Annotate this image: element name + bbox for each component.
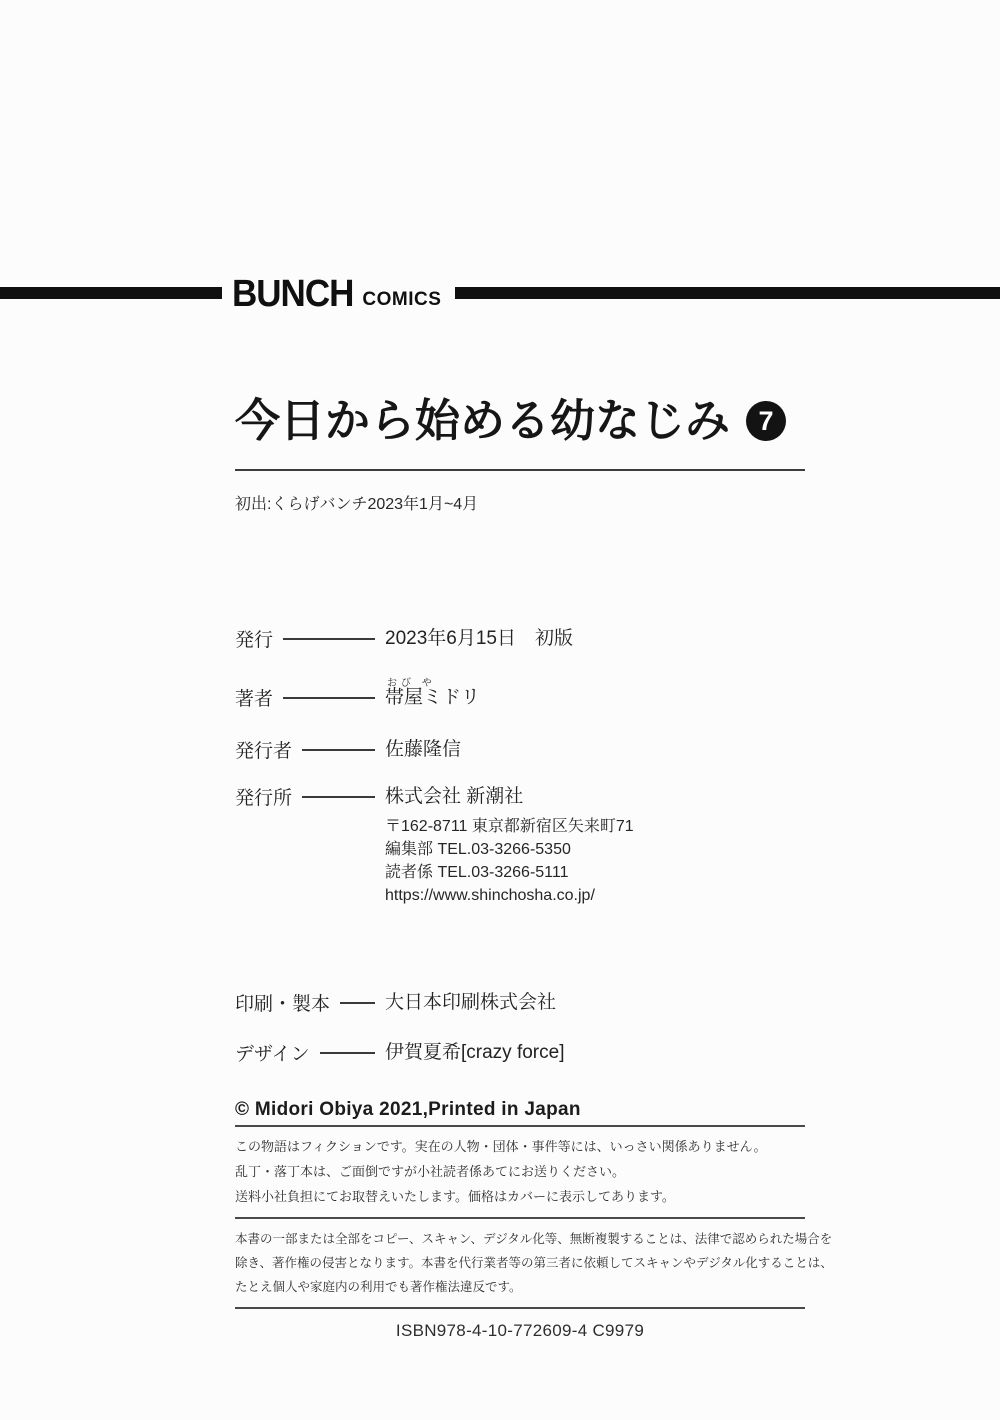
- author-surname: 帯屋: [385, 687, 424, 708]
- reproduction-notice-line-2: 除き、著作権の侵害となります。本書を代行業者等の第三者に依頼してスキャンやデジタル化することは、: [235, 1256, 833, 1270]
- header-band: [0, 272, 1000, 314]
- row-head: [235, 783, 385, 810]
- publisher-value: [385, 783, 634, 907]
- fiction-notice-line-1: この物語はフィクションです。実在の人物・団体・事件等には、いっさい関係ありません。: [235, 1139, 767, 1154]
- issue-date-value: 2023年6月15日 初版: [385, 628, 573, 649]
- author-surname-wrap: [385, 678, 436, 711]
- reproduction-notice-line-3: たとえ個人や家庭内の利用でも著作権法違反です。: [235, 1280, 522, 1294]
- colophon: [235, 625, 810, 1121]
- publisher-address: 〒162-8711 東京都新宿区矢来町71: [385, 818, 634, 835]
- leader-line: [340, 1002, 375, 1004]
- author-furigana: おび や: [387, 678, 436, 689]
- title-block: [235, 396, 805, 514]
- row-head: [235, 684, 385, 711]
- row-head: [235, 1039, 385, 1066]
- publisher-label: 発行所: [235, 788, 293, 809]
- isbn-line: ISBN978-4-10-772609-4 C9979: [395, 1321, 645, 1340]
- title-divider: [235, 469, 805, 471]
- header-bar-right: [455, 287, 1000, 299]
- publisher-details: [385, 815, 634, 907]
- author-name: [385, 678, 481, 711]
- fiction-notice-line-3: 送料小社負担にてお取替えいたします。価格はカバーに表示してあります。: [235, 1189, 675, 1204]
- leader-line: [320, 1052, 375, 1054]
- printer-label: 印刷・製本: [235, 994, 331, 1015]
- notice-divider-bottom: [235, 1307, 805, 1309]
- colophon-row-printer: [235, 989, 810, 1016]
- author-given-name: ミドリ: [423, 687, 481, 708]
- leader-line: [283, 697, 375, 699]
- colophon-row-author: [235, 678, 810, 711]
- editorial-dept-tel: 編集部 TEL.03-3266-5350: [385, 841, 571, 858]
- legal-notices: [235, 1125, 833, 1341]
- readers-dept-tel: 読者係 TEL.03-3266-5111: [385, 864, 569, 881]
- designer-label: デザイン: [235, 1044, 310, 1065]
- row-head: [235, 989, 385, 1016]
- designer-value: 伊賀夏希[crazy force]: [385, 1042, 565, 1063]
- leader-line: [302, 749, 375, 751]
- fiction-notice: [235, 1127, 805, 1217]
- colophon-row-issuer: [235, 736, 810, 763]
- fiction-notice-line-2: 乱丁・落丁本は、ご面倒ですが小社読者係あてにお送りください。: [235, 1164, 626, 1179]
- volume-number: 7: [758, 406, 774, 436]
- issue-date-label: 発行: [235, 630, 274, 651]
- issuer-label: 発行者: [235, 741, 293, 762]
- leader-line: [302, 796, 375, 798]
- reproduction-notice: [235, 1219, 833, 1307]
- reproduction-notice-line-1: 本書の一部または全部をコピー、スキャン、デジタル化等、無断複製することは、法律で認められた場合を: [235, 1232, 833, 1246]
- author-label: 著者: [235, 689, 274, 710]
- copyright-line: © Midori Obiya 2021,Printed in Japan: [235, 1099, 581, 1120]
- printer-value: 大日本印刷株式会社: [385, 992, 557, 1013]
- colophon-row-designer: [235, 1039, 810, 1066]
- bunch-comics-logo: [232, 271, 442, 315]
- brand-comics-label: COMICS: [362, 288, 442, 310]
- row-head: [235, 625, 385, 652]
- publisher-name: 株式会社 新潮社: [385, 786, 524, 807]
- leader-line: [283, 638, 375, 640]
- issuer-value: 佐藤隆信: [385, 739, 462, 760]
- colophon-row-publisher: [235, 783, 810, 907]
- brand-bunch-label: BUNCH: [232, 271, 354, 315]
- page-title: 今日から始める幼なじみ: [235, 395, 731, 446]
- publisher-url: https://www.shinchosha.co.jp/: [385, 887, 595, 904]
- first-publication: 初出:くらげバンチ2023年1月~4月: [235, 496, 479, 513]
- header-bar-left: [0, 287, 222, 299]
- colophon-row-issue-date: [235, 625, 810, 652]
- row-head: [235, 736, 385, 763]
- main-title-row: [235, 396, 805, 446]
- volume-badge: [746, 401, 786, 441]
